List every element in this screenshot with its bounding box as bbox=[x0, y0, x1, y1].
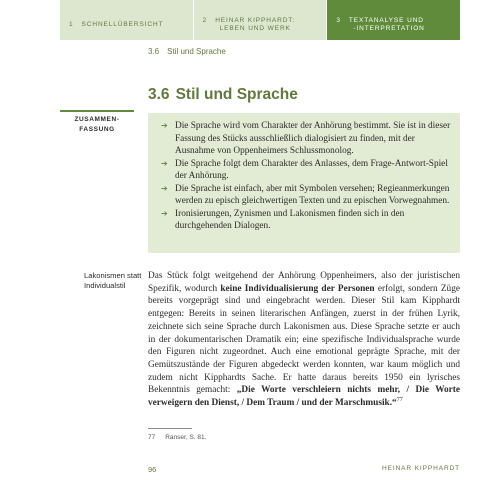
tab-label: HEINAR KIPPHARDT: bbox=[215, 17, 296, 24]
tab-label: SCHNELLÜBERSICHT bbox=[81, 21, 164, 28]
tab-label-line2: LEBEN UND WERK bbox=[219, 25, 291, 32]
heading-number: 3.6 bbox=[148, 86, 170, 103]
tab-number: 1 bbox=[69, 21, 74, 28]
arrow-right-icon: ➔ bbox=[161, 121, 168, 130]
tab-leben-und-werk[interactable] bbox=[194, 0, 327, 40]
arrow-right-icon: ➔ bbox=[161, 208, 168, 218]
footnote-text: Ranser, S. 81. bbox=[165, 434, 207, 441]
arrow-right-icon: ➔ bbox=[161, 183, 168, 193]
list-item: ➔ Die Sprache ist einfach, aber mit Symbolen versehen; Regieanmerkungen werden zu episch gleichwertigen Texten und zu epischen Vorwegnahmen. bbox=[161, 183, 450, 206]
tab-label: TEXTANALYSE UND bbox=[348, 17, 424, 24]
breadcrumb-label: Stil und Sprache bbox=[167, 47, 226, 56]
summary-list bbox=[158, 120, 452, 233]
summary-label-line2: FASSUNG bbox=[79, 126, 115, 133]
arrow-right-icon: ➔ bbox=[161, 158, 168, 168]
footnote-number: 77 bbox=[148, 434, 156, 441]
summary-label bbox=[60, 115, 134, 135]
page-number: 96 bbox=[148, 465, 157, 474]
footnote-ref[interactable]: 77 bbox=[396, 397, 403, 404]
quote: „Die Worte verschleiern nichts mehr, / Die Worte verweigern den Dienst, / Dem Traum / und der Marschmusik.“ bbox=[148, 385, 460, 409]
summary-label-rule bbox=[60, 110, 134, 112]
section-breadcrumb bbox=[148, 47, 226, 56]
section-heading bbox=[148, 86, 298, 104]
tab-number: 3 bbox=[336, 17, 341, 24]
tab-number: 2 bbox=[202, 17, 208, 24]
tab-textanalyse[interactable] bbox=[327, 0, 460, 40]
list-item: ➔ Die Sprache folgt dem Charakter des Anlasses, dem Frage-Antwort-Spiel der Anhörung. bbox=[161, 158, 448, 181]
tab-label-line2: -INTERPRETATION bbox=[353, 25, 425, 32]
footnote-divider bbox=[148, 428, 192, 429]
footnote bbox=[148, 434, 206, 441]
summary-box bbox=[148, 113, 460, 253]
tab-schnelluebersicht[interactable] bbox=[60, 0, 193, 40]
list-item: ➔ Die Sprache wird vom Charakter der Anhörung bestimmt. Sie ist in dieser Fassung des Stücks ausschließlich dialogisiert zu finden, mit der Ausnahme von Oppenheimers Schlussmonolog. bbox=[161, 121, 451, 156]
emphasis: keine Individualisierung der Personen bbox=[220, 283, 375, 294]
margin-note-line2: Individualstil bbox=[84, 281, 126, 290]
chapter-tabs bbox=[60, 0, 460, 40]
running-head: HEINAR KIPPHARDT bbox=[382, 465, 460, 472]
summary-label-line1: ZUSAMMEN- bbox=[74, 116, 120, 123]
body-paragraph: Das Stück folgt weitgehend der Anhörung Oppenheimers, also der juristischen Spezifik, wodurch keine Individualisierung der Personen erfolgt, sondern Züge bereits vorgeprägt sind und eingebracht werden. Dieser Stil kam Kipphardt entgegen: Bereits in seinen literarischen Anfängen, zuerst in der frühen Lyrik, zeichnete sich seine Sprache durch Lakonismen aus. Diese Sprache setzte er auch in der dokumentarischen Dramatik ein; eine spezifische Individualsprache wurde den Figuren nicht zugeordnet. Auch eine emotional geprägte Sprache, mit der Gemütszustände der Figuren abgedeckt werden konnten, war kaum möglich und zudem nicht Kipphardts Sache. Er hatte daraus bereits 1950 ein lyrisches Bekenntnis gemacht: „Die Worte verschleiern nichts mehr, / Die Worte verweigern den Dienst, / Dem Traum / und der Marschmusik.“$^{77}$ bbox=[148, 271, 460, 409]
margin-note-line1: Lakonismen statt bbox=[84, 271, 142, 280]
list-item: ➔ Ironisierungen, Zynismen und Lakonismen finden sich in den durchgehenden Dialogen. bbox=[161, 208, 405, 231]
breadcrumb-number: 3.6 bbox=[148, 47, 160, 56]
margin-note bbox=[84, 271, 144, 291]
heading-title: Stil und Sprache bbox=[175, 86, 298, 103]
